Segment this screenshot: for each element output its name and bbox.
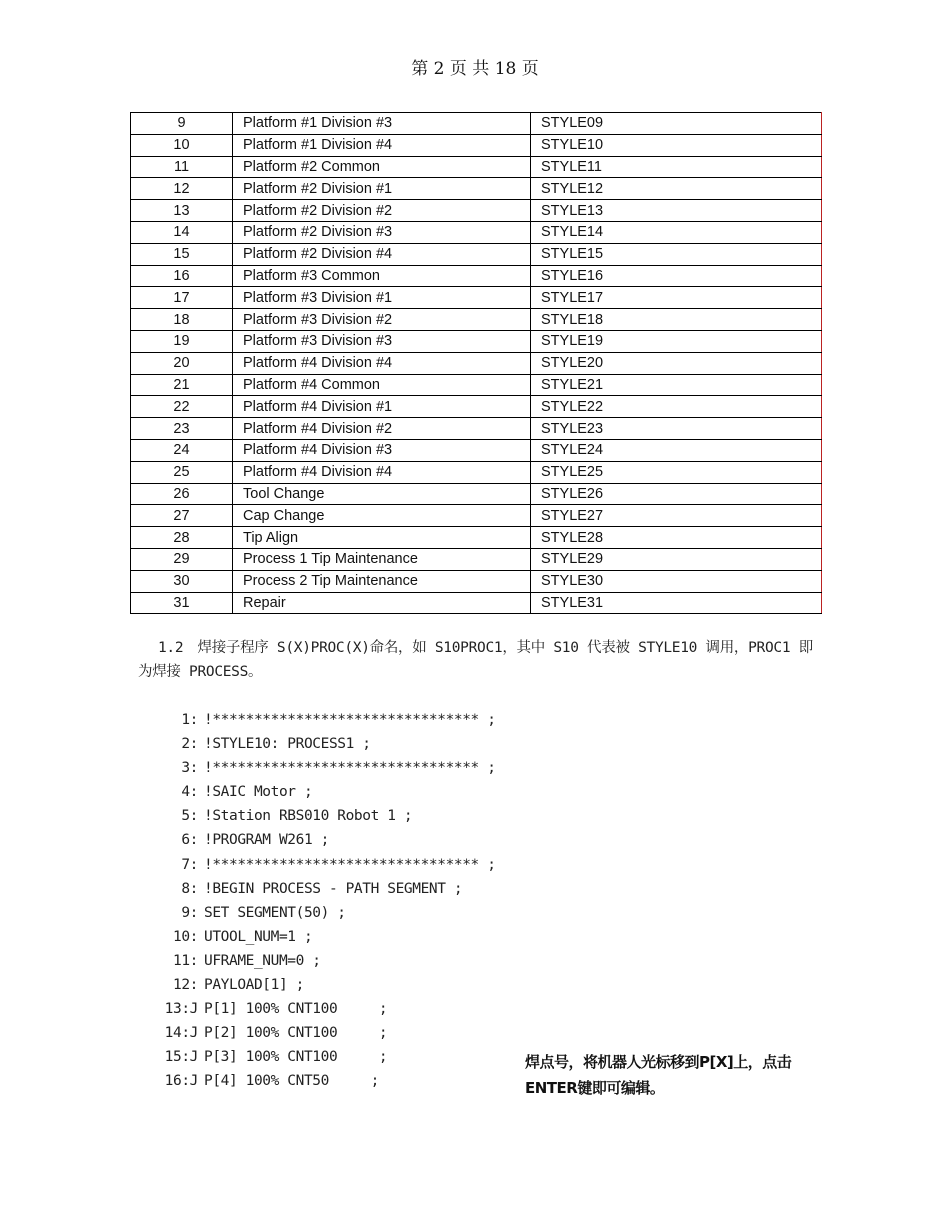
row-number-cell: 26 bbox=[131, 483, 233, 505]
row-number-cell: 21 bbox=[131, 374, 233, 396]
row-number-cell: 29 bbox=[131, 548, 233, 570]
row-number-cell: 24 bbox=[131, 439, 233, 461]
description-cell: Platform #3 Common bbox=[233, 265, 531, 287]
table-row bbox=[131, 113, 822, 135]
table-row bbox=[131, 287, 822, 309]
table-row bbox=[131, 374, 822, 396]
code-line-text: SET SEGMENT(50) ; bbox=[204, 904, 346, 921]
style-cell: STYLE31 bbox=[531, 592, 822, 614]
code-line-text: P[3] 100% CNT100 ; bbox=[204, 1049, 388, 1066]
code-line-text: P[4] 100% CNT50 ; bbox=[204, 1073, 379, 1090]
table-row bbox=[131, 243, 822, 265]
code-line-number: 10: bbox=[173, 928, 198, 945]
style-cell: STYLE22 bbox=[531, 396, 822, 418]
code-listing bbox=[150, 708, 496, 1094]
code-line-number: 11: bbox=[173, 952, 198, 969]
style-cell: STYLE26 bbox=[531, 483, 822, 505]
code-line bbox=[150, 901, 496, 925]
table-row bbox=[131, 570, 822, 592]
row-number-cell: 13 bbox=[131, 200, 233, 222]
code-line-text: UTOOL_NUM=1 ; bbox=[204, 928, 313, 945]
code-line-text: !Station RBS010 Robot 1 ; bbox=[204, 808, 413, 825]
style-cell: STYLE23 bbox=[531, 418, 822, 440]
table-row bbox=[131, 309, 822, 331]
style-cell: STYLE09 bbox=[531, 113, 822, 135]
annotation-line-1: 焊点号，将机器人光标移到P[X]上，点击 bbox=[525, 1053, 792, 1071]
table-row bbox=[131, 265, 822, 287]
code-line bbox=[150, 973, 496, 997]
table-row bbox=[131, 330, 822, 352]
table-row bbox=[131, 134, 822, 156]
code-line-number: 14:J bbox=[164, 1025, 198, 1042]
code-line-text: !******************************** ; bbox=[204, 760, 496, 777]
description-cell: Platform #2 Division #4 bbox=[233, 243, 531, 265]
row-number-cell: 14 bbox=[131, 221, 233, 243]
table-row bbox=[131, 439, 822, 461]
code-line-number: 7: bbox=[181, 856, 198, 873]
row-number-cell: 16 bbox=[131, 265, 233, 287]
style-table bbox=[130, 112, 822, 614]
description-cell: Platform #3 Division #3 bbox=[233, 330, 531, 352]
code-line-text: !STYLE10: PROCESS1 ; bbox=[204, 736, 371, 753]
code-line-number: 6: bbox=[181, 832, 198, 849]
code-line bbox=[150, 708, 496, 732]
style-table-body bbox=[131, 113, 822, 614]
row-number-cell: 22 bbox=[131, 396, 233, 418]
style-cell: STYLE18 bbox=[531, 309, 822, 331]
row-number-cell: 17 bbox=[131, 287, 233, 309]
annotation-line-2: ENTER键即可编辑。 bbox=[525, 1079, 665, 1097]
description-cell: Platform #4 Division #2 bbox=[233, 418, 531, 440]
style-cell: STYLE12 bbox=[531, 178, 822, 200]
row-number-cell: 10 bbox=[131, 134, 233, 156]
description-cell: Platform #1 Division #4 bbox=[233, 134, 531, 156]
code-line-number: 9: bbox=[181, 904, 198, 921]
row-number-cell: 28 bbox=[131, 527, 233, 549]
description-cell: Platform #2 Common bbox=[233, 156, 531, 178]
code-line-number: 13:J bbox=[164, 1001, 198, 1018]
style-cell: STYLE29 bbox=[531, 548, 822, 570]
annotation-note bbox=[525, 1049, 825, 1101]
code-line bbox=[150, 877, 496, 901]
table-row bbox=[131, 418, 822, 440]
description-cell: Platform #4 Division #4 bbox=[233, 461, 531, 483]
row-number-cell: 23 bbox=[131, 418, 233, 440]
code-line bbox=[150, 756, 496, 780]
table-row bbox=[131, 221, 822, 243]
style-cell: STYLE13 bbox=[531, 200, 822, 222]
description-cell: Platform #3 Division #2 bbox=[233, 309, 531, 331]
description-cell: Platform #4 Division #1 bbox=[233, 396, 531, 418]
code-line-number: 4: bbox=[181, 784, 198, 801]
table-row bbox=[131, 505, 822, 527]
code-line bbox=[150, 732, 496, 756]
style-cell: STYLE20 bbox=[531, 352, 822, 374]
style-cell: STYLE24 bbox=[531, 439, 822, 461]
code-line-text: P[1] 100% CNT100 ; bbox=[204, 1001, 388, 1018]
row-number-cell: 12 bbox=[131, 178, 233, 200]
code-line bbox=[150, 828, 496, 852]
row-number-cell: 15 bbox=[131, 243, 233, 265]
table-row bbox=[131, 200, 822, 222]
code-line-number: 2: bbox=[181, 736, 198, 753]
code-line-number: 3: bbox=[181, 760, 198, 777]
code-line-number: 5: bbox=[181, 808, 198, 825]
code-line bbox=[150, 997, 496, 1021]
style-cell: STYLE19 bbox=[531, 330, 822, 352]
code-line-text: !SAIC Motor ; bbox=[204, 784, 313, 801]
description-cell: Platform #2 Division #2 bbox=[233, 200, 531, 222]
code-line bbox=[150, 1045, 496, 1069]
code-line-number: 8: bbox=[181, 880, 198, 897]
row-number-cell: 11 bbox=[131, 156, 233, 178]
description-cell: Platform #2 Division #3 bbox=[233, 221, 531, 243]
style-cell: STYLE21 bbox=[531, 374, 822, 396]
description-cell: Platform #4 Division #4 bbox=[233, 352, 531, 374]
row-number-cell: 25 bbox=[131, 461, 233, 483]
page-number-header: 第 2 页 共 18 页 bbox=[411, 59, 539, 79]
description-cell: Platform #4 Common bbox=[233, 374, 531, 396]
description-cell: Cap Change bbox=[233, 505, 531, 527]
code-line-text: !PROGRAM W261 ; bbox=[204, 832, 329, 849]
style-cell: STYLE17 bbox=[531, 287, 822, 309]
code-line bbox=[150, 925, 496, 949]
row-number-cell: 30 bbox=[131, 570, 233, 592]
style-cell: STYLE16 bbox=[531, 265, 822, 287]
row-number-cell: 20 bbox=[131, 352, 233, 374]
section-paragraph: 1.2 焊接子程序 S(X)PROC(X)命名，如 S10PROC1，其中 S10 代表被 STYLE10 调用，PROC1 即为焊接 PROCESS。 bbox=[138, 640, 813, 680]
row-number-cell: 19 bbox=[131, 330, 233, 352]
table-row bbox=[131, 483, 822, 505]
style-cell: STYLE25 bbox=[531, 461, 822, 483]
code-line bbox=[150, 1021, 496, 1045]
code-line bbox=[150, 780, 496, 804]
row-number-cell: 9 bbox=[131, 113, 233, 135]
description-cell: Tip Align bbox=[233, 527, 531, 549]
table-row bbox=[131, 178, 822, 200]
code-line-number: 16:J bbox=[164, 1073, 198, 1090]
code-line-text: PAYLOAD[1] ; bbox=[204, 977, 304, 994]
code-line bbox=[150, 804, 496, 828]
style-cell: STYLE14 bbox=[531, 221, 822, 243]
style-cell: STYLE11 bbox=[531, 156, 822, 178]
row-number-cell: 18 bbox=[131, 309, 233, 331]
description-cell: Process 2 Tip Maintenance bbox=[233, 570, 531, 592]
table-row bbox=[131, 592, 822, 614]
row-number-cell: 31 bbox=[131, 592, 233, 614]
table-row bbox=[131, 548, 822, 570]
code-line-number: 15:J bbox=[164, 1049, 198, 1066]
style-cell: STYLE27 bbox=[531, 505, 822, 527]
table-row bbox=[131, 156, 822, 178]
style-cell: STYLE10 bbox=[531, 134, 822, 156]
code-line-number: 12: bbox=[173, 977, 198, 994]
code-line bbox=[150, 1069, 496, 1093]
description-cell: Platform #2 Division #1 bbox=[233, 178, 531, 200]
table-row bbox=[131, 352, 822, 374]
code-line-text: P[2] 100% CNT100 ; bbox=[204, 1025, 388, 1042]
description-cell: Platform #4 Division #3 bbox=[233, 439, 531, 461]
code-line-text: UFRAME_NUM=0 ; bbox=[204, 952, 321, 969]
table-row bbox=[131, 396, 822, 418]
code-line-number: 1: bbox=[181, 712, 198, 728]
table-row bbox=[131, 527, 822, 549]
code-line bbox=[150, 949, 496, 973]
style-cell: STYLE28 bbox=[531, 527, 822, 549]
description-cell: Tool Change bbox=[233, 483, 531, 505]
table-row bbox=[131, 461, 822, 483]
code-line-text: !******************************** ; bbox=[204, 712, 496, 728]
description-cell: Repair bbox=[233, 592, 531, 614]
code-line-text: !BEGIN PROCESS - PATH SEGMENT ; bbox=[204, 880, 463, 897]
code-line bbox=[150, 853, 496, 877]
description-cell: Platform #3 Division #1 bbox=[233, 287, 531, 309]
description-cell: Platform #1 Division #3 bbox=[233, 113, 531, 135]
row-number-cell: 27 bbox=[131, 505, 233, 527]
style-cell: STYLE30 bbox=[531, 570, 822, 592]
code-line-text: !******************************** ; bbox=[204, 856, 496, 873]
style-cell: STYLE15 bbox=[531, 243, 822, 265]
description-cell: Process 1 Tip Maintenance bbox=[233, 548, 531, 570]
